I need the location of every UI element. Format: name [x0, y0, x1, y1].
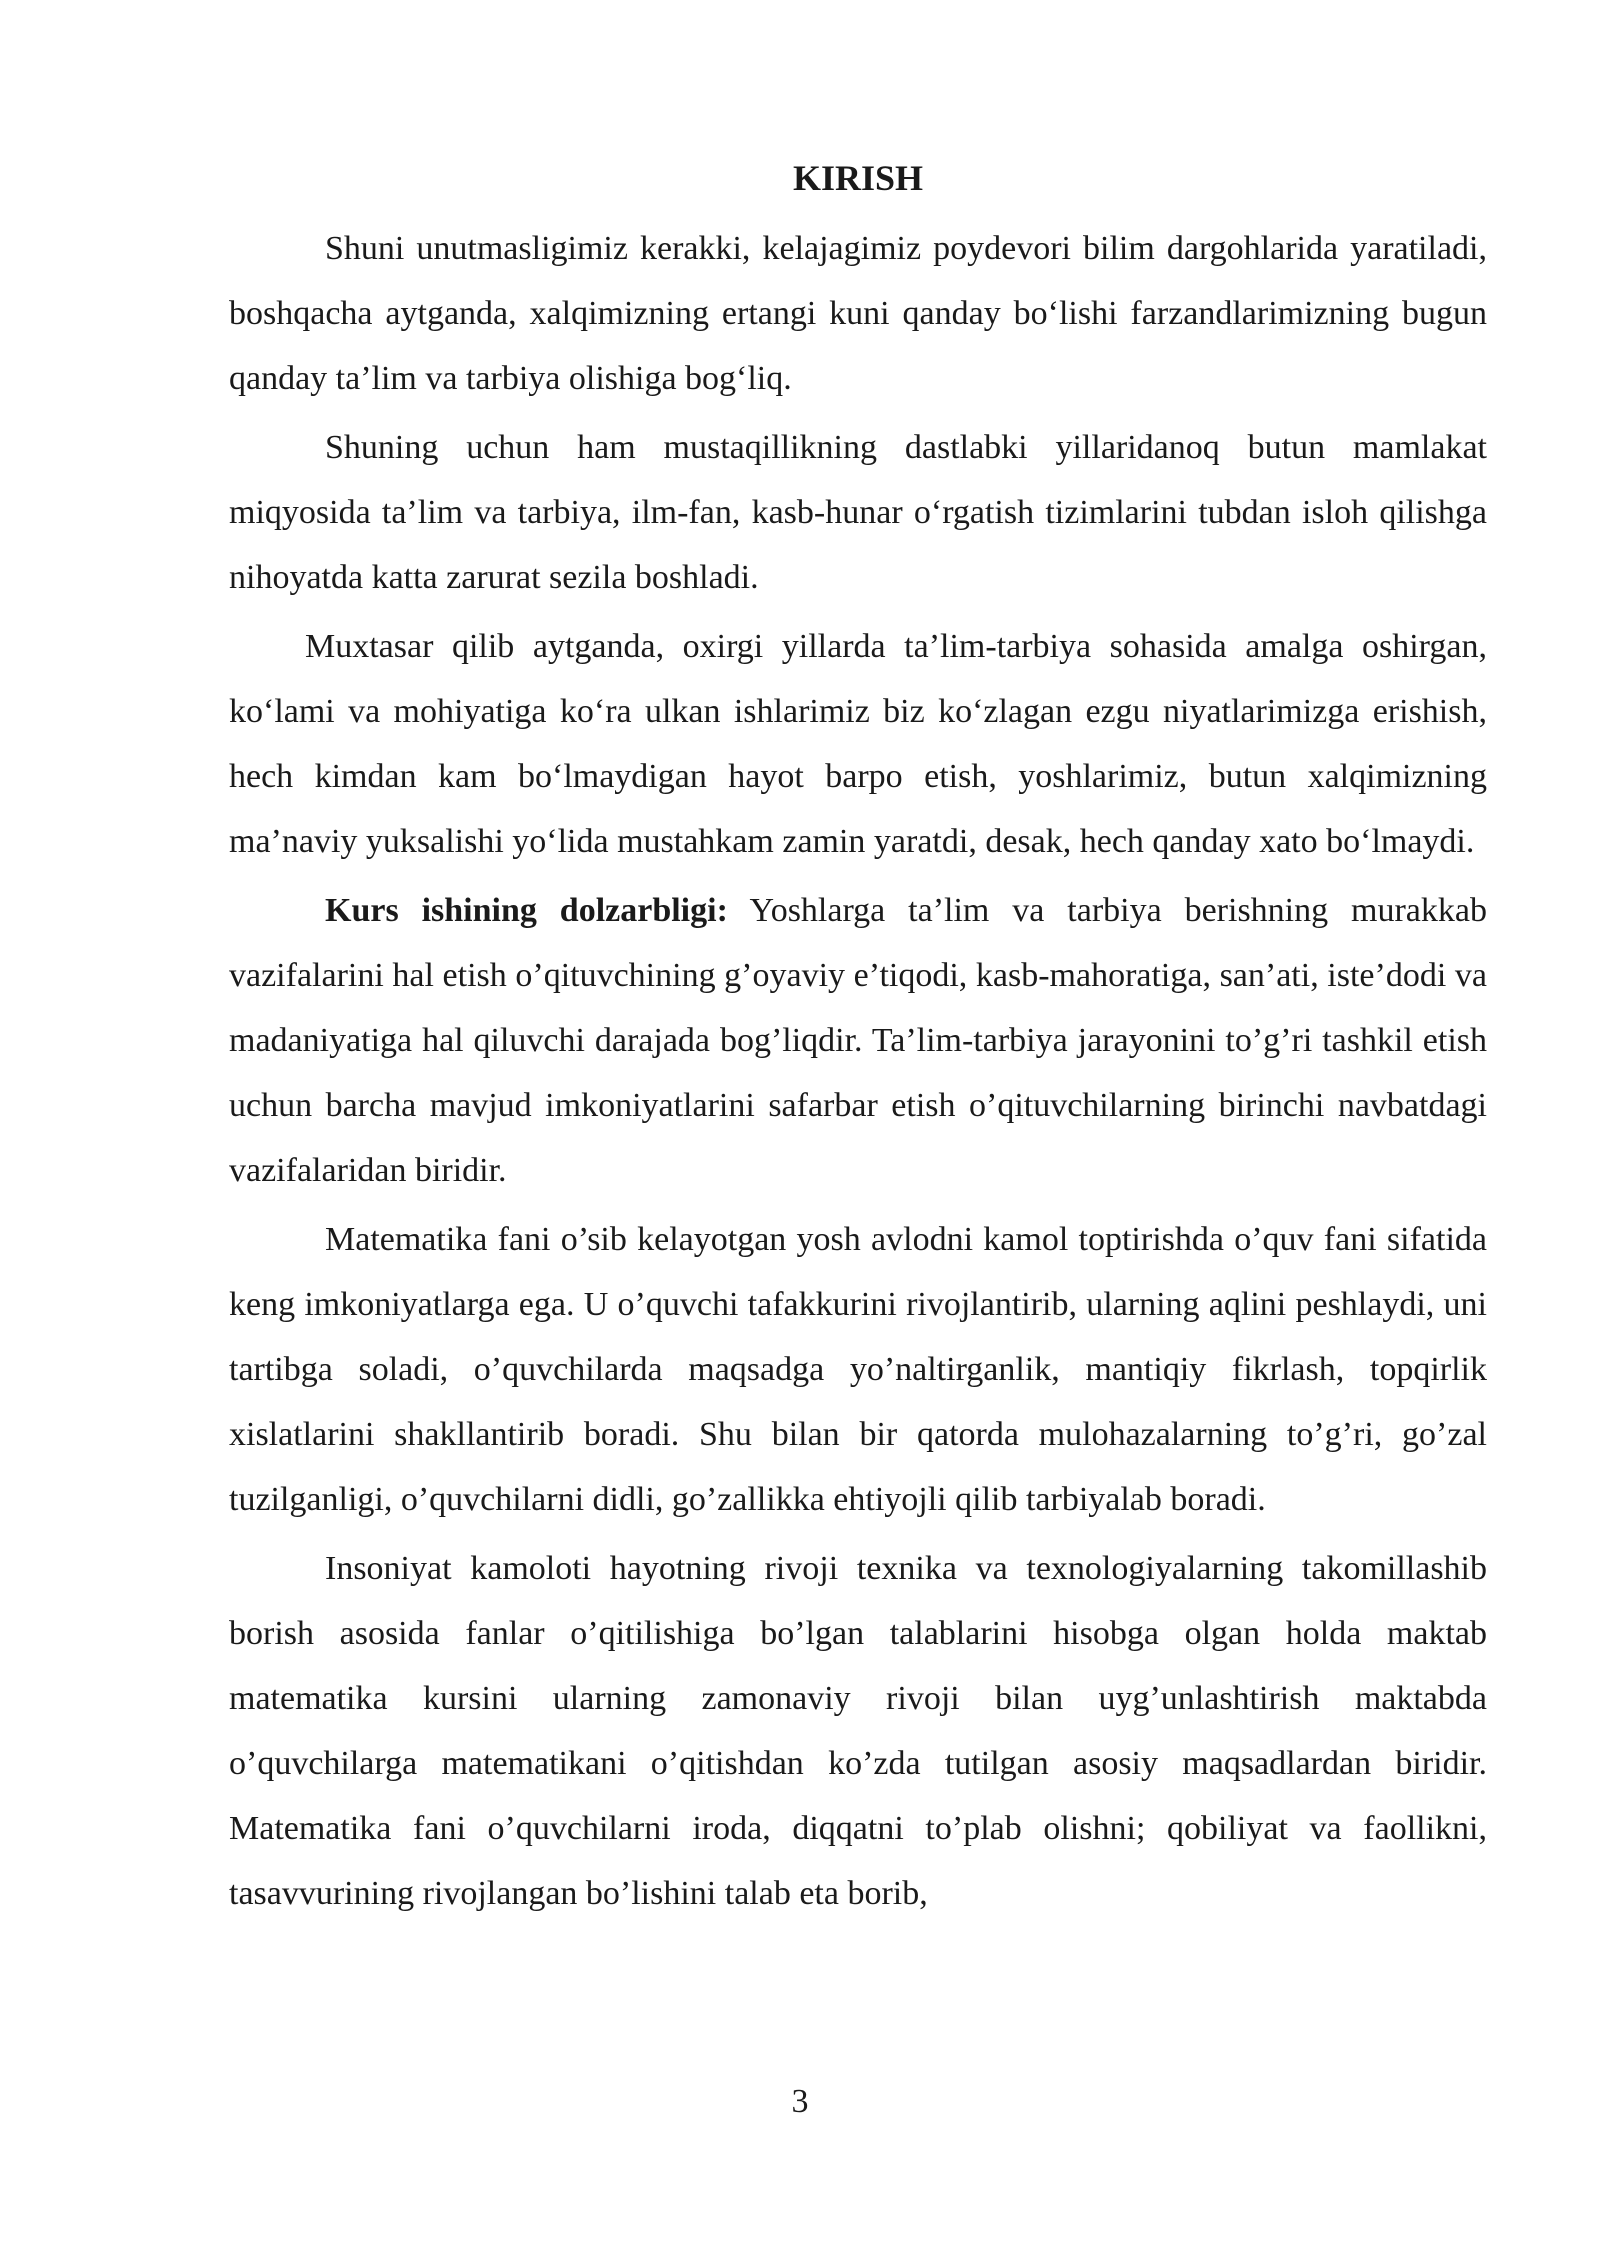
paragraph-summary: Muxtasar qilib aytganda, oxirgi yillarda ta’lim-tarbiya sohasida amalga oshirgan, ko‘lami va mohiyatiga ko‘ra ulkan ishlarimiz biz ko‘zlagan ezgu niyatlarimizga erishish, hech kimdan kam bo‘lmaydigan hayot barpo etish, yoshlarimiz, butun xalqimizning ma’naviy yuksalishi yo‘lida mustahkam zamin yaratdi, desak, hech qanday xato bo‘lmaydi.	[229, 628, 1487, 860]
page-title: KIRISH	[792, 158, 924, 198]
relevance-heading: Kurs ishining dolzarbligi:	[325, 892, 728, 929]
page-content	[229, 150, 1487, 1930]
paragraph-relevance	[229, 878, 1487, 1203]
paragraph-mathematics: Matematika fani o’sib kelayotgan yosh avlodni kamol toptirishda o’quv fani sifatida keng imkoniyatlarga ega. U o’quvchi tafakkurini rivojlantirib, ularning aqlini peshlaydi, uni tartibga soladi, o’quvchilarda maqsadga yo’naltirganlik, mantiqiy fikrlash, topqirlik xislatlarini shakllantirib boradi. Shu bilan bir qatorda mulohazalarning to’g’ri, go’zal tuzilganligi, o’quvchilarni didli, go’zallikka ehtiyojli qilib tarbiyalab boradi.	[229, 1221, 1487, 1518]
page-number: 3	[791, 2083, 809, 2120]
paragraph-reform: Shuning uchun ham mustaqillikning dastlabki yillaridanoq butun mamlakat miqyosida ta’lim va tarbiya, ilm-fan, kasb-hunar o‘rgatish tizimlarini tubdan isloh qilishga nihoyatda katta zarurat sezila boshladi.	[229, 429, 1487, 596]
paragraph-intro: Shuni unutmasligimiz kerakki, kelajagimiz poydevori bilim dargohlarida yaratiladi, boshqacha aytganda, xalqimizning ertangi kuni qanday bo‘lishi farzandlarimizning bugun qanday ta’lim va tarbiya olishiga bog‘liq.	[229, 230, 1487, 397]
relevance-text: Yoshlarga ta’lim va tarbiya berishning murakkab vazifalarini hal etish o’qituvchining g’oyaviy e’tiqodi, kasb-mahoratiga, san’ati, iste’dodi va madaniyatiga hal qiluvchi darajada bog’liqdir. Ta’lim-tarbiya jarayonini to’g’ri tashkil etish uchun barcha mavjud imkoniyatlarini safarbar etish o’qituvchilarning birinchi navbatdagi vazifalaridan biridir.	[229, 892, 1487, 1189]
paragraph-development: Insoniyat kamoloti hayotning rivoji texnika va texnologiyalarning takomillashib borish asosida fanlar o’qitilishiga bo’lgan talablarini hisobga olgan holda maktab matematika kursini ularning zamonaviy rivoji bilan uyg’unlashtirish maktabda o’quvchilarga matematikani o’qitishdan ko’zda tutilgan asosiy maqsadlardan biridir. Matematika fani o’quvchilarni iroda, diqqatni to’plab olishni; qobiliyat va faollikni, tasavvurining rivojlangan bo’lishini talab eta borib,	[229, 1550, 1487, 1912]
